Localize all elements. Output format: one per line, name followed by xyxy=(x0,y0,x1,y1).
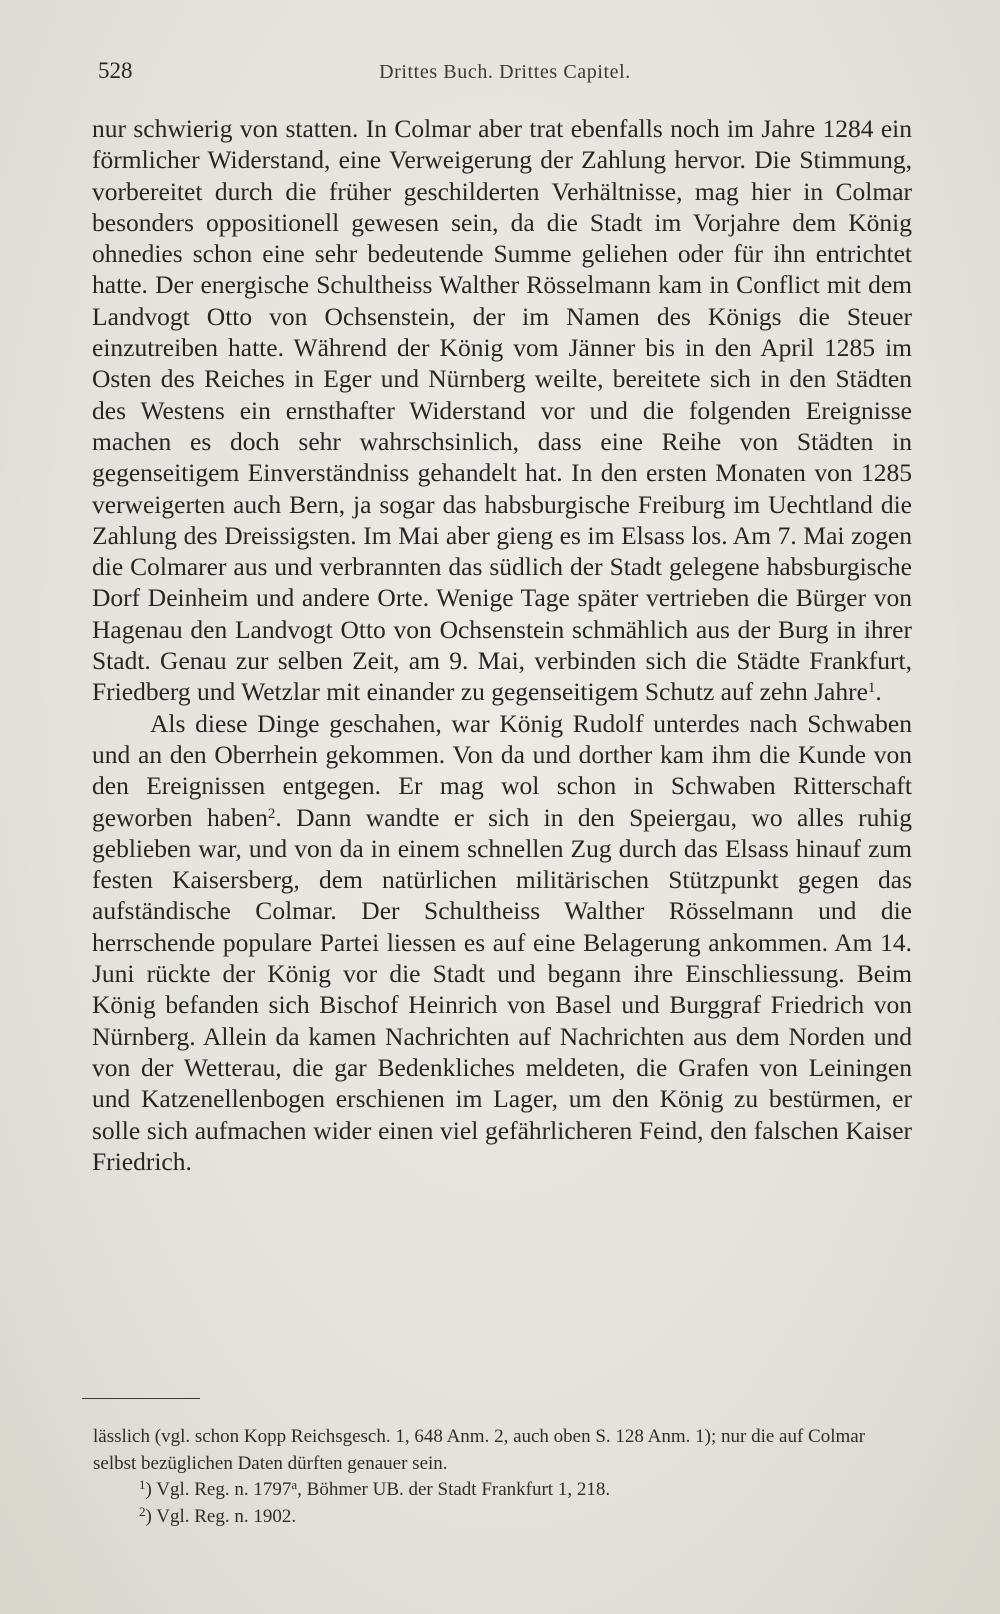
footnote-text-continued: , Böhmer UB. der Stadt Frankfurt 1, 218. xyxy=(297,1479,611,1500)
footnote-1 xyxy=(93,1477,911,1504)
running-head: Drittes Buch. Drittes Capitel. xyxy=(379,61,631,83)
footnote-continued: lässlich (vgl. schon Kopp Reichsgesch. 1, 648 Anm. 2, auch oben S. 128 Anm. 1); nur die auf Colmar selbst bezüglichen Daten dürften genauer sein. xyxy=(93,1426,866,1474)
footnote-mark: 2 xyxy=(139,1503,146,1519)
footnote-text: Vgl. Reg. n. 1902. xyxy=(156,1505,297,1527)
paragraph-text-continued: . Dann wandte er sich in den Speiergau, wo alles ruhig geblieben war, und von da in einem schnellen Zug durch das Elsass hinauf zum festen Kaisersberg, dem natürlichen militärischen Stützpunkt gegen das aufständische Colmar. Der Schultheiss Walther Rösselmann und die herrschende populare Partei liessen es auf eine Belagerung ankommen. Am 14. Juni rückte der König vor die Stadt und begann ihre Einschliessung. Beim König befanden sich Bischof Heinrich von Basel und Burggraf Friedrich von Nürnberg. Allein da kamen Nachrichten auf Nachrichten aus dem Norden und von der Wetterau, die gar Bedenkliches meldeten, die Grafen von Leiningen und Katzenellenbogen erschienen im Lager, um den König zu bestürmen, er solle sich aufmachen wider einen viel gefährlicheren Feind, den falschen Kaiser Friedrich. xyxy=(92,802,912,1176)
footnote-text: Vgl. Reg. n. 1797 xyxy=(156,1479,292,1500)
footnote-mark-paren: ) xyxy=(145,1479,152,1500)
paragraph-text-end: . xyxy=(875,677,882,707)
footnote-superscript: a xyxy=(291,1477,298,1492)
paragraph xyxy=(92,708,912,1177)
page-header xyxy=(98,58,912,92)
paragraph xyxy=(92,113,912,708)
paragraph-text: nur schwierig von statten. In Colmar aber trat ebenfalls noch im Jahre 1284 ein förmlicher Widerstand, eine Verweigerung der Zahlung hervor. Die Stimmung, vorbereitet durch die früher geschilderten Verhältnisse, mag hier in Colmar besonders oppositionell gewesen sein, da die Stadt im Vorjahre dem König ohnedies schon eine sehr bedeutende Summe geliehen oder für ihn entrichtet hatte. Der energische Schultheiss Walther Rösselmann kam in Conflict mit dem Landvogt Otto von Ochsenstein, der im Namen des Königs die Steuer einzutreiben hatte. Während der König vom Jänner bis in den April 1285 im Osten des Reiches in Eger und Nürnberg weilte, bereitete sich in den Städten des Westens ein ernsthafter Widerstand vor und die folgenden Ereignisse machen es doch sehr wahrschsinlich, dass eine Reihe von Städten in gegenseitigem Einverständniss gehandelt hat. In den ersten Monaten von 1285 verweigerten auch Bern, ja sogar das habsburgische Freiburg im Uechtland die Zahlung des Dreissigsten. Im Mai aber gieng es im Elsass los. Am 7. Mai zogen die Colmarer aus und verbrannten das südlich der Stadt gelegene habsburgische Dorf Deinheim und andere Orte. Wenige Tage später vertrieben die Bürger von Hagenau den Landvogt Otto von Ochsenstein schmählich aus der Burg in ihrer Stadt. Genau zur selben Zeit, am 9. Mai, verbinden sich die Städte Frankfurt, Friedberg und Wetzlar mit einander zu gegenseitigem Schutz auf zehn Jahre xyxy=(92,114,912,707)
footnote-divider xyxy=(82,1398,200,1399)
footnote-2 xyxy=(93,1504,911,1531)
footnotes xyxy=(93,1424,911,1530)
footnote-reference[interactable]: 2 xyxy=(267,805,276,822)
main-text xyxy=(92,113,912,1177)
footnote-reference[interactable]: 1 xyxy=(867,680,876,697)
footnote-mark: 1 xyxy=(139,1477,146,1492)
footnote-mark-paren: ) xyxy=(145,1505,152,1527)
page-number: 528 xyxy=(98,58,133,83)
paragraph-text: Als diese Dinge geschahen, war König Rudolf unterdes nach Schwaben und an den Oberrhein gekommen. Von da und dorther kam ihm die Kunde von den Ereignissen entgegen. Er mag wol schon in Schwaben Ritterschaft geworben haben xyxy=(92,708,912,832)
